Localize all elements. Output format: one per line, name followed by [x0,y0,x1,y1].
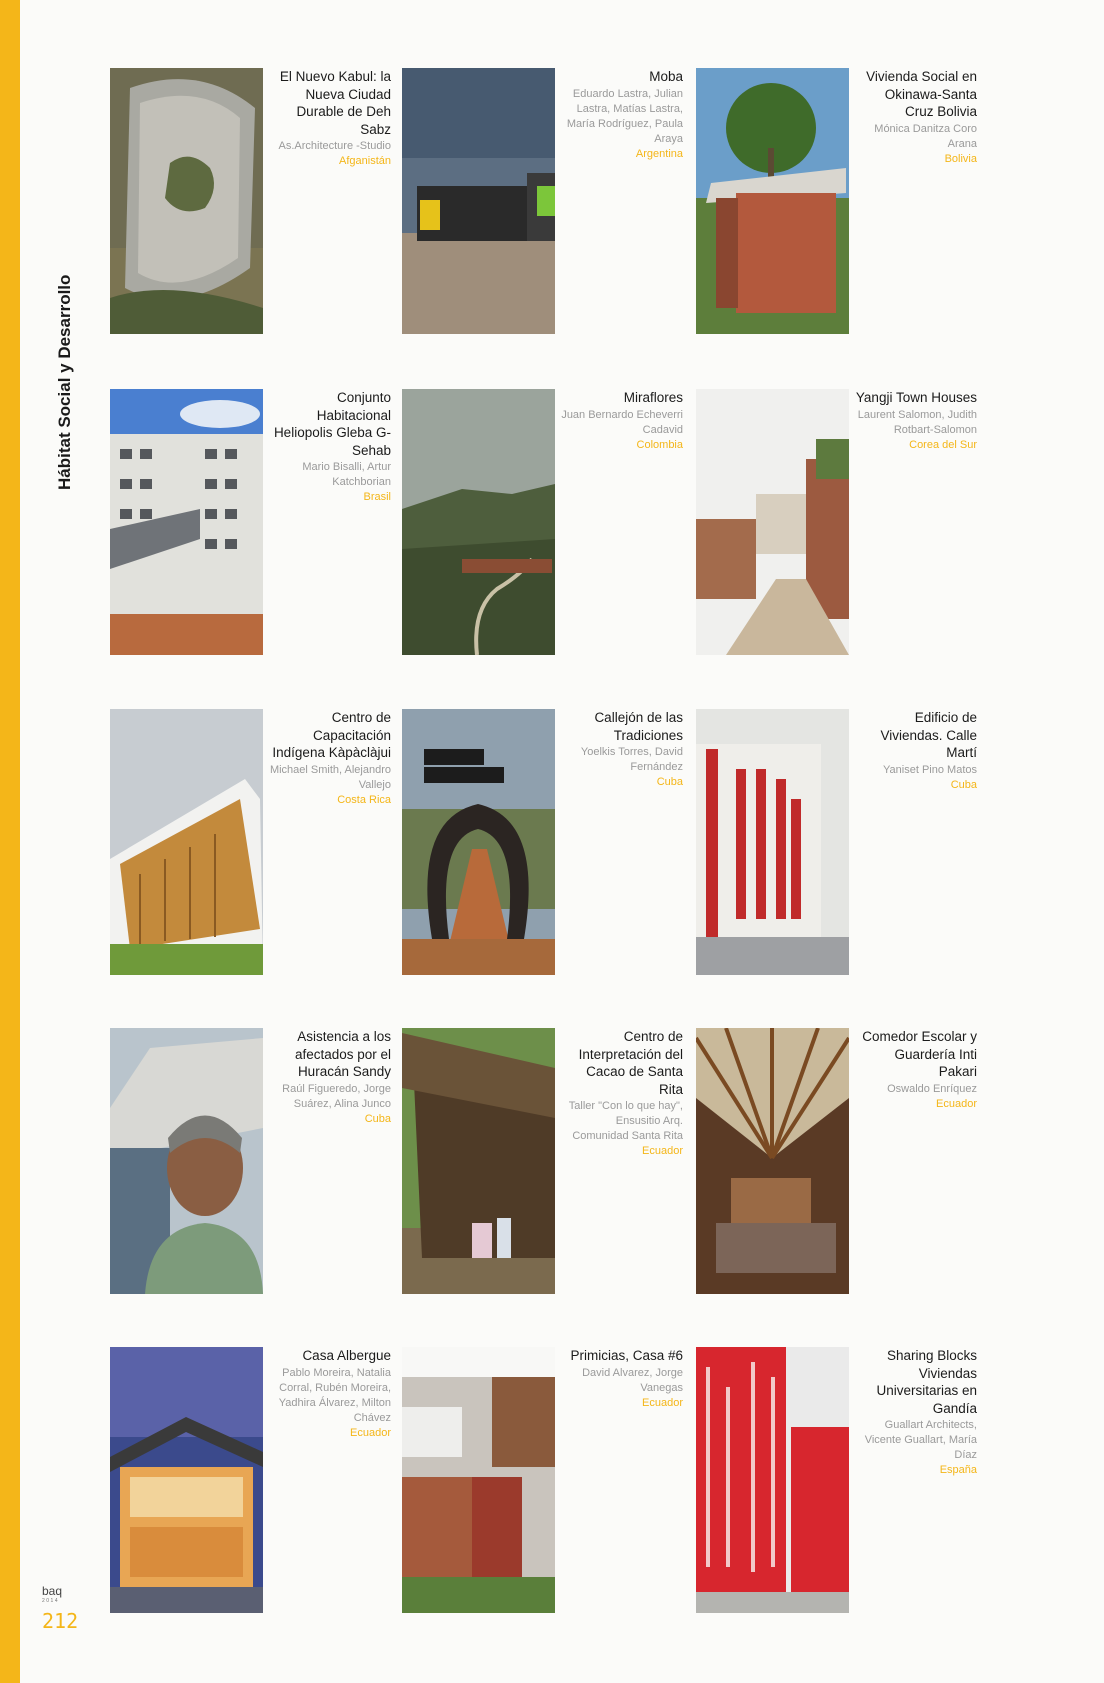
project-caption [854,1028,977,1112]
project-photo [696,389,849,655]
project-authors: Yaniset Pino Matos [883,763,977,776]
project-country: Ecuador [350,1426,391,1439]
project-title: Callejón de las Tradiciones [594,710,683,743]
project-country: Brasil [363,491,391,503]
project-card [696,709,991,984]
project-authors: Oswaldo Enríquez [887,1082,977,1095]
project-caption [560,709,683,790]
project-photo [696,1028,849,1294]
project-title: Sharing Blocks Viviendas Universitarias en Gandía [876,1348,977,1416]
project-card [402,1347,697,1622]
project-caption [268,1028,391,1127]
project-card [402,389,697,664]
project-card [696,389,991,664]
project-authors: Guallart Architects, Vicente Guallart, María Díaz [864,1419,977,1461]
project-photo [402,1028,555,1294]
project-card [110,1347,405,1622]
magazine-brand: baq [42,1584,63,1598]
project-authors: As.Architecture -Studio [278,140,391,152]
project-caption [560,1347,683,1411]
project-authors: Juan Bernardo Echeverri Cadavid [561,408,683,436]
project-card [110,1028,405,1303]
project-country: Cuba [364,1112,391,1125]
project-card [696,1347,991,1622]
project-country: Argentina [635,147,683,160]
project-country: Colombia [636,438,683,451]
project-caption [854,389,977,453]
project-title: Yangji Town Houses [855,390,977,405]
project-country: Ecuador [642,1396,683,1409]
project-title: Asistencia a los afectados por el Huracán Sandy [294,1029,391,1079]
project-country: Costa Rica [337,793,391,806]
project-caption [560,389,683,453]
project-country: Cuba [656,776,683,788]
project-country: Ecuador [642,1145,683,1157]
project-card [110,709,405,984]
project-photo [696,709,849,975]
project-authors: Mónica Danitza Coro Arana [874,122,977,150]
project-authors: Pablo Moreira, Natalia Corral, Rubén Moreira, Yadhira Álvarez, Milton Chávez [278,1366,391,1424]
project-caption [268,709,391,808]
project-caption [268,389,391,505]
project-authors: Taller "Con lo que hay", Ensusitio Arq. Comunidad Santa Rita [568,1100,683,1142]
project-photo [110,1028,263,1294]
project-title: Centro de Capacitación Indígena Kàpàclàjui [272,710,391,760]
project-title: Casa Albergue [302,1348,391,1363]
project-title: Vivienda Social en Okinawa-Santa Cruz Bolivia [866,69,977,119]
side-color-stripe [0,0,20,1683]
project-caption [854,68,977,167]
project-title: Miraflores [623,390,683,405]
magazine-year: 2014 [42,1598,60,1604]
page-folio [42,1585,102,1634]
project-card [402,68,697,343]
project-title: El Nuevo Kabul: la Nueva Ciudad Durable de Deh Sabz [279,69,391,137]
project-title: Comedor Escolar y Guardería Inti Pakari [862,1029,977,1079]
project-title: Centro de Interpretación del Cacao de Santa Rita [578,1029,683,1097]
project-caption [854,1347,977,1478]
project-country: Corea del Sur [909,438,977,451]
project-caption [854,709,977,793]
project-photo [110,709,263,975]
project-country: Afganistán [339,155,391,167]
project-card [696,1028,991,1303]
section-title: Hábitat Social y Desarrollo [55,274,74,490]
project-country: Bolivia [944,152,977,165]
project-photo [696,1347,849,1613]
project-photo [110,68,263,334]
project-title: Edificio de Viviendas. Calle Martí [880,710,977,760]
project-title: Primicias, Casa #6 [570,1348,683,1363]
project-photo [402,389,555,655]
project-authors: David Alvarez, Jorge Vanegas [582,1366,683,1394]
project-country: Ecuador [936,1097,977,1110]
project-country: España [939,1464,977,1476]
project-authors: Michael Smith, Alejandro Vallejo [269,763,391,791]
project-photo [402,1347,555,1613]
project-photo [696,68,849,334]
page-number: 212 [42,1609,79,1633]
project-country: Cuba [950,778,977,791]
project-photo [402,68,555,334]
project-photo [110,1347,263,1613]
project-card [110,68,405,343]
project-caption [560,1028,683,1159]
project-caption [268,1347,391,1441]
project-authors: Laurent Salomon, Judith Rotbart-Salomon [857,408,977,436]
project-authors: Mario Bisalli, Artur Katchborian [302,461,391,488]
project-card [402,709,697,984]
project-authors: Yoelkis Torres, David Fernández [580,746,683,773]
project-card [402,1028,697,1303]
project-title: Conjunto Habitacional Heliopolis Gleba G-Sehab [273,390,391,458]
project-photo [402,709,555,975]
project-caption [560,68,683,162]
project-card [696,68,991,343]
project-photo [110,389,263,655]
project-authors: Raúl Figueredo, Jorge Suárez, Alina Junco [282,1082,391,1110]
project-card [110,389,405,664]
project-title: Moba [649,69,683,84]
project-authors: Eduardo Lastra, Julian Lastra, Matías Lastra, María Rodríguez, Paula Araya [566,87,683,145]
project-caption [268,68,391,169]
